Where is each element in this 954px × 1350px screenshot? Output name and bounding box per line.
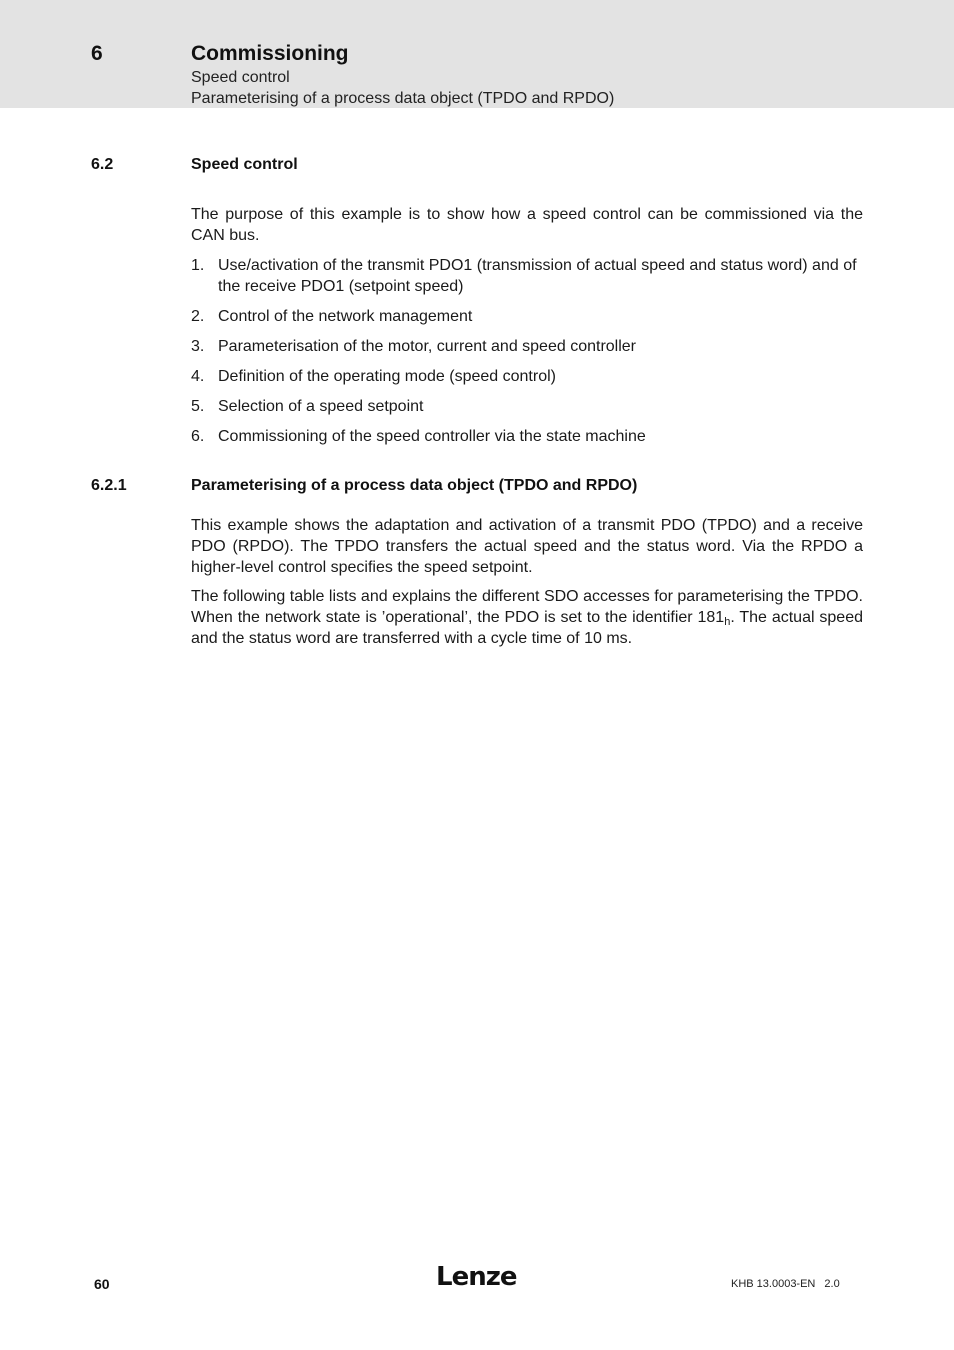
section-intro: The purpose of this example is to show how a speed control can be commissioned via the CAN bus. — [191, 206, 863, 244]
header-subtitle-2: Parameterising of a process data object (TPDO and RPDO) — [191, 90, 615, 107]
paragraph-1: This example shows the adaptation and activation of a transmit PDO (TPDO) and a receive PDO (RPDO). The TPDO transfers the actual speed and the status word. Via the RPDO a higher-level control specifies the speed setpoint. — [191, 517, 863, 576]
list-item: 5. Selection of a speed setpoint — [191, 398, 424, 415]
list-item: 3. Parameterisation of the motor, current and speed controller — [191, 338, 636, 355]
section-title: Speed control — [191, 156, 298, 173]
list-item: 2. Control of the network management — [191, 308, 473, 325]
chapter-number: 6 — [91, 42, 103, 65]
subsection-number: 6.2.1 — [91, 477, 127, 494]
subsection-title: Parameterising of a process data object (TPDO and RPDO) — [191, 477, 638, 494]
chapter-title: Commissioning — [191, 42, 349, 65]
header-subtitle-1: Speed control — [191, 69, 290, 86]
list-item: 1. Use/activation of the transmit PDO1 (transmission of actual speed and status word) and of the receive PDO1 (setpoint speed) — [191, 257, 857, 295]
list-item: 4. Definition of the operating mode (speed control) — [191, 368, 556, 385]
section-number: 6.2 — [91, 156, 114, 173]
steps-list — [191, 255, 863, 456]
paragraph-2: The following table lists and explains the different SDO accesses for parameterising the TPDO. When the network state is ’operational’, the PDO is set to the identifier $181_h$. The actual speed and the status word are transferred with a cycle time of 10 ms. — [191, 588, 863, 647]
document-id: KHB 13.0003-EN 2.0 — [731, 1278, 840, 1290]
lenze-logo: Lenze — [436, 1262, 517, 1292]
list-item: 6. Commissioning of the speed controller via the state machine — [191, 428, 646, 445]
page-number: 60 — [94, 1276, 110, 1292]
page-header — [0, 0, 954, 108]
hex-subscript: h — [724, 616, 731, 628]
